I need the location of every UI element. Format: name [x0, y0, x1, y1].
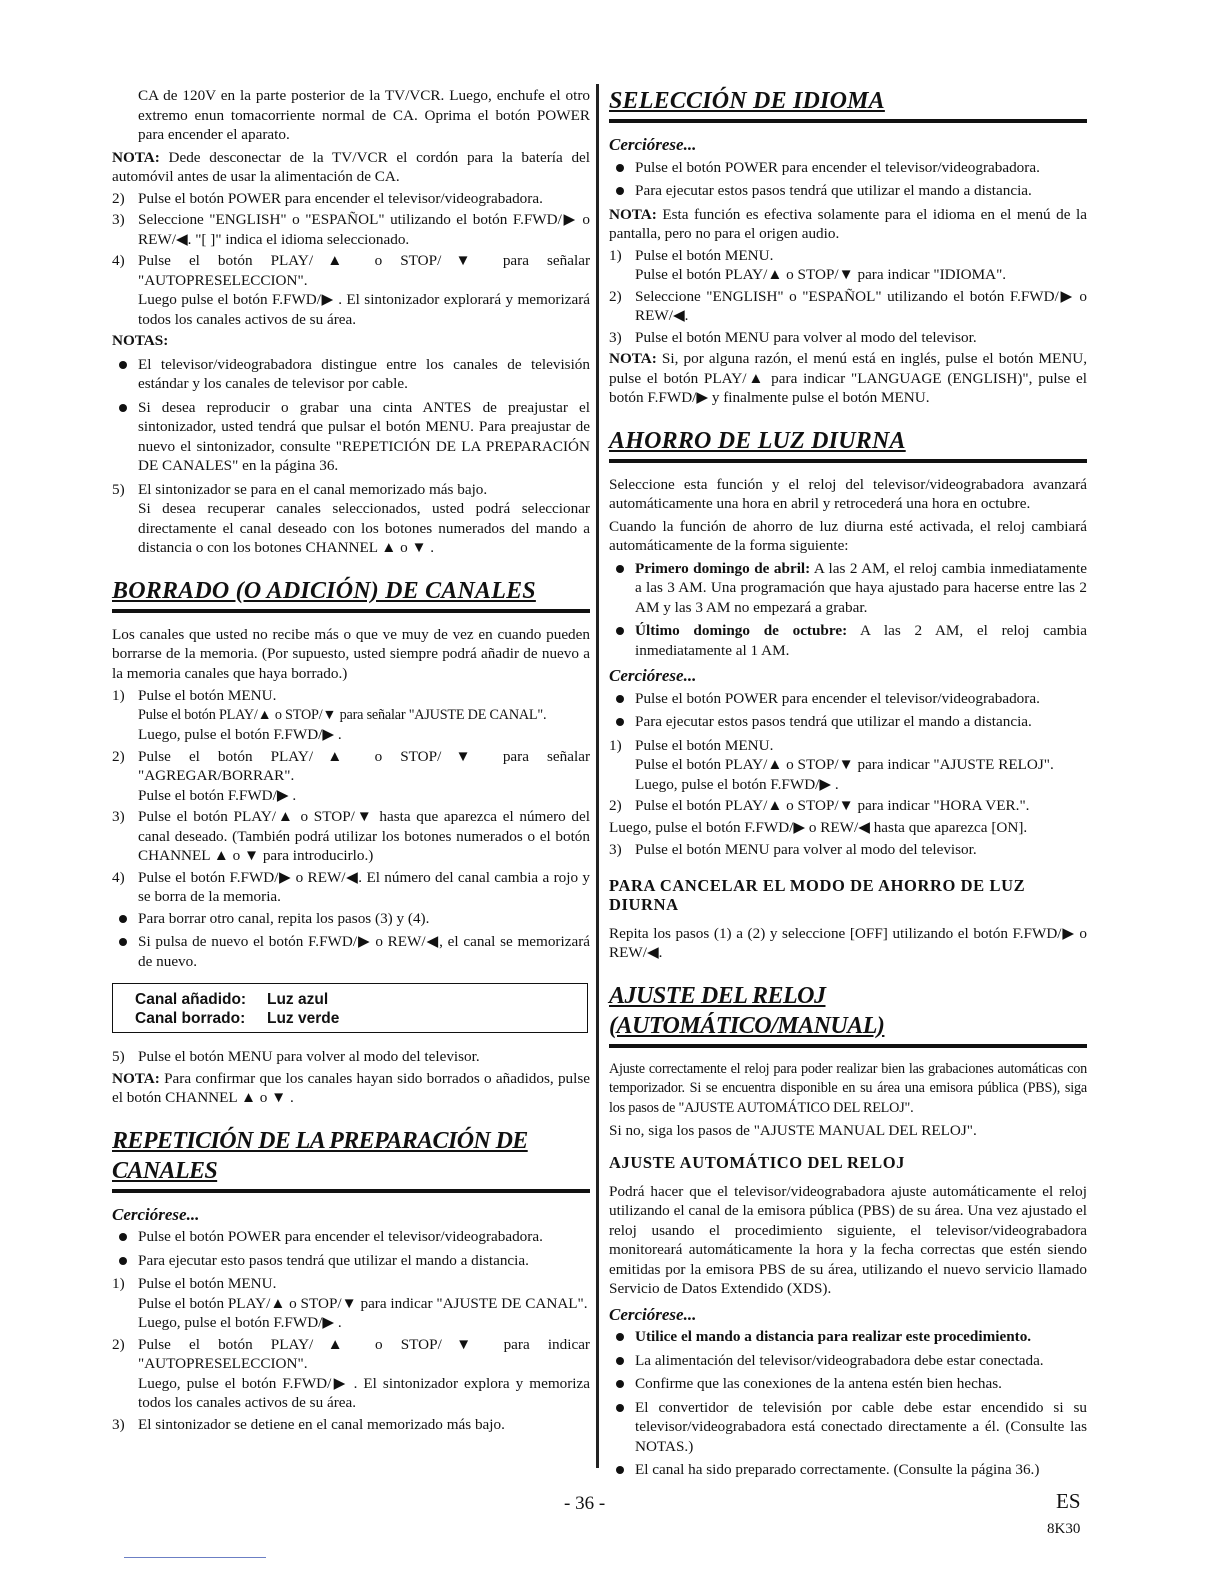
borrado-bullet: Para borrar otro canal, repita los pasos (3) y (4).	[112, 909, 590, 929]
model-code: 8K30	[1047, 1521, 1081, 1537]
idioma-step-2: 2) Seleccione "ENGLISH" o "ESPAÑOL" utilizando el botón F.FWD/▶ o REW/◀.	[609, 287, 1087, 324]
section-title-idioma: SELECCIÓN DE IDIOMA	[609, 88, 885, 114]
borrado-step-5: 5) Pulse el botón MENU para volver al modo del televisor.	[112, 1048, 480, 1065]
ahorro-luego: Luego, pulse el botón F.FWD/▶ o REW/◀ hasta que aparezca [ON].	[609, 818, 1028, 836]
repeticion-step-2: 2) Pulse el botón PLAY/▲ o STOP/▼ para indicar "AUTOPRESELECCION". Luego, pulse el botón F.FWD/▶ . El sintonizador explora y memoriza todos los canales activos de su área.	[112, 1335, 590, 1411]
section-rule	[112, 609, 590, 613]
borrado-bullet: Si pulsa de nuevo el botón F.FWD/▶ o REW/◀, el canal se memorizará de nuevo.	[112, 932, 590, 971]
ahorro-bullet-april: Primero domingo de abril: A las 2 AM, el reloj cambia inmediatamente a las 3 AM. Una programación que haya ajustado para hacerse entre las 2 AM y las 3 AM no empezará a grabar.	[609, 559, 1087, 618]
borrado-intro: Los canales que usted no recibe más o que ve muy de vez en cuando pueden borrarse de la memoria. (Por supuesto, usted siempre podrá añadir de nuevo a la memoria canales que haya borrado.)	[112, 625, 590, 682]
notas-bullet: Si desea reproducir o grabar una cinta ANTES de preajustar el sintonizador, usted tendrá que pulsar el botón MENU. Para preajustar de nuevo el sintonizador, consulte "REPETICIÓN DE LA PREPARACIÓN DE CANALES" en la página 36.	[112, 398, 590, 476]
ahorro-p2: Cuando la función de ahorro de luz diurna esté activada, el reloj cambiará automáticamente de la forma siguiente:	[609, 517, 1087, 554]
cerciorese-label: Cerciórese...	[112, 1204, 200, 1224]
section-title-ahorro: AHORRO DE LUZ DIURNA	[609, 427, 906, 454]
reloj-bullet: El convertidor de televisión por cable debe estar encendido si su televisor/videograbadora está conectado directamente a él. (Consulte las NOTAS.)	[609, 1398, 1087, 1457]
auto-clock-subtitle: AJUSTE AUTOMÁTICO DEL RELOJ	[609, 1152, 905, 1172]
borrado-step-3: 3) Pulse el botón PLAY/▲ o STOP/▼ hasta que aparezca el número del canal deseado. (También podrá utilizar los botones numerados o el botón CHANNEL ▲ o ▼ para introducirlo.)	[112, 808, 590, 864]
section-rule	[112, 1189, 590, 1193]
reloj-bullet-remote: Utilice el mando a distancia para realizar este procedimiento.	[609, 1327, 1087, 1347]
language-code: ES	[1056, 1489, 1081, 1513]
ahorro-check-bullet: Para ejecutar estos pasos tendrá que utilizar el mando a distancia.	[609, 712, 1087, 732]
step-5: 5) El sintonizador se para en el canal memorizado más bajo. Si desea recuperar canales seleccionados, usted podrá seleccionar directamente el canal deseado con los botones numerados del mando a distancia o con los botones CHANNEL ▲ o ▼ .	[112, 480, 590, 556]
cerciorese-label: Cerciórese...	[609, 1304, 697, 1324]
section-rule	[609, 119, 1087, 123]
idioma-step-1: 1) Pulse el botón MENU. Pulse el botón PLAY/▲ o STOP/▼ para indicar "IDIOMA".	[609, 246, 1007, 283]
borrado-nota: NOTA: Para confirmar que los canales hayan sido borrados o añadidos, pulse el botón CHANNEL ▲ o ▼ .	[112, 1069, 590, 1106]
section-title-borrado: BORRADO (O ADICIÓN) DE CANALES	[112, 577, 536, 604]
box-row-added: Canal añadido: Luz azul	[135, 991, 329, 1008]
ahorro-check-bullet: Pulse el botón POWER para encender el televisor/videograbadora.	[609, 689, 1087, 709]
section-title-reloj: AJUSTE DEL RELOJ (AUTOMÁTICO/MANUAL)	[609, 982, 885, 1039]
footer-rule	[124, 1557, 266, 1558]
ahorro-step-1: 1) Pulse el botón MENU. Pulse el botón PLAY/▲ o STOP/▼ para indicar "AJUSTE RELOJ". Luego, pulse el botón F.FWD/▶ .	[609, 736, 1054, 793]
reloj-bullet: El canal ha sido preparado correctamente. (Consulte la página 36.)	[609, 1460, 1087, 1480]
ahorro-bullet-october: Último domingo de octubre: A las 2 AM, el reloj cambia inmediatamente al 1 AM.	[609, 621, 1087, 660]
box-row-deleted: Canal borrado: Luz verde	[135, 1010, 340, 1027]
reloj-bullet: Confirme que las conexiones de la antena estén bien hechas.	[609, 1374, 1087, 1394]
repeticion-step-1: 1) Pulse el botón MENU. Pulse el botón PLAY/▲ o STOP/▼ para indicar "AJUSTE DE CANAL". Luego, pulse el botón F.FWD/▶ .	[112, 1275, 588, 1331]
repeticion-bullet: Para ejecutar esto pasos tendrá que utilizar el mando a distancia.	[112, 1251, 590, 1271]
left-column	[112, 86, 590, 1436]
ahorro-step-3: 3) Pulse el botón MENU para volver al modo del televisor.	[609, 841, 977, 858]
nota-battery: NOTA: Dede desconectar de la TV/VCR el cordón para la batería del automóvil antes de usar la alimentación de CA.	[112, 148, 590, 185]
idioma-nota: NOTA: Esta función es efectiva solamente para el idioma en el menú de la pantalla, pero no para el origen audio.	[609, 205, 1087, 242]
right-column	[609, 86, 1087, 1484]
intro-continuation: CA de 120V en la parte posterior de la TV/VCR. Luego, enchufe el otro extremo enun tomacorriente normal de CA. Oprima el botón POWER para encender el aparato.	[138, 87, 590, 143]
cerciorese-label: Cerciórese...	[609, 666, 697, 685]
channel-color-box	[112, 983, 588, 1033]
cancel-text: Repita los pasos (1) a (2) y seleccione [OFF] utilizando el botón F.FWD/▶ o REW/◀.	[609, 924, 1087, 961]
section-title-repeticion: REPETICIÓN DE LA PREPARACIÓN DE CANALES	[112, 1127, 528, 1184]
auto-clock-text: Podrá hacer que el televisor/videograbadora ajuste automáticamente el reloj utilizando el canal de la emisora pública (PBS) de su área. Una vez ajustado el reloj usando el procedimiento siguiente, el televisor/videograbadora monitoreará automáticamente la hora y la fecha correctas que estén siendo emitidas por la emisora PBS de su área, utilizando el nuevo servicio llamado Servicio de Datos Extendido (XDS).	[609, 1182, 1087, 1297]
idioma-bullet: Pulse el botón POWER para encender el televisor/videograbadora.	[609, 158, 1087, 178]
step-3: 3) Seleccione "ENGLISH" o "ESPAÑOL" utilizando el botón F.FWD/▶ o REW/◀. "[ ]" indica el idioma seleccionado.	[112, 211, 590, 248]
ahorro-p1: Seleccione esta función y el reloj del televisor/videograbadora avanzará automáticamente una hora en abril y retrocederá una hora en octubre.	[609, 475, 1087, 512]
section-rule	[609, 459, 1087, 463]
repeticion-bullet: Pulse el botón POWER para encender el televisor/videograbadora.	[112, 1227, 590, 1247]
cancel-subtitle: PARA CANCELAR EL MODO DE AHORRO DE LUZ DIURNA	[609, 875, 1026, 914]
ahorro-step-2: 2) Pulse el botón PLAY/▲ o STOP/▼ para indicar "HORA VER.".	[609, 797, 1030, 814]
section-rule	[609, 1044, 1087, 1048]
borrado-step-4: 4) Pulse el botón F.FWD/▶ o REW/◀. El número del canal cambia a rojo y se borra de la memoria.	[112, 868, 590, 905]
column-divider	[596, 84, 599, 1468]
reloj-p2: Si no, siga los pasos de "AJUSTE MANUAL DEL RELOJ".	[609, 1122, 977, 1139]
borrado-step-1: 1) Pulse el botón MENU. Pulse el botón PLAY/▲ o STOP/▼ para señalar "AJUSTE DE CANAL". Luego, pulse el botón F.FWD/▶ .	[112, 687, 547, 743]
step-4: 4) Pulse el botón PLAY/▲ o STOP/▼ para señalar "AUTOPRESELECCION". Luego pulse el botón F.FWD/▶ . El sintonizador explorará y memorizará todos los canales activos de su área.	[112, 252, 590, 328]
idioma-bullet: Para ejecutar estos pasos tendrá que utilizar el mando a distancia.	[609, 181, 1087, 201]
reloj-p1: Ajuste correctamente el reloj para poder realizar bien las grabaciones automáticas con temporizador. Si se encuentra disponible en su área una emisora pública (PBS), siga los pasos de "AJUSTE AUTOMÁTICO DEL RELOJ".	[609, 1060, 1087, 1116]
cerciorese-label: Cerciórese...	[609, 135, 697, 154]
idioma-step-3: 3) Pulse el botón MENU para volver al modo del televisor.	[609, 328, 977, 346]
step-2: 2) Pulse el botón POWER para encender el televisor/videograbadora.	[112, 189, 543, 207]
idioma-nota-2: NOTA: Si, por alguna razón, el menú está en inglés, pulse el botón MENU, pulse el botón PLAY/▲ para indicar "LANGUAGE (ENGLISH)", pulse el botón F.FWD/▶ y finalmente pulse el botón MENU.	[609, 350, 1087, 406]
repeticion-step-3: 3) El sintonizador se detiene en el canal memorizado más bajo.	[112, 1415, 505, 1433]
notas-bullet: El televisor/videograbadora distingue entre los canales de televisión estándar y los canales de televisor por cable.	[112, 355, 590, 394]
page-number: - 36 -	[564, 1493, 606, 1514]
borrado-step-2: 2) Pulse el botón PLAY/▲ o STOP/▼ para señalar "AGREGAR/BORRAR". Pulse el botón F.FWD/▶ .	[112, 747, 590, 804]
notas-label: NOTAS:	[112, 332, 169, 349]
reloj-bullet: La alimentación del televisor/videograbadora debe estar conectada.	[609, 1351, 1087, 1371]
